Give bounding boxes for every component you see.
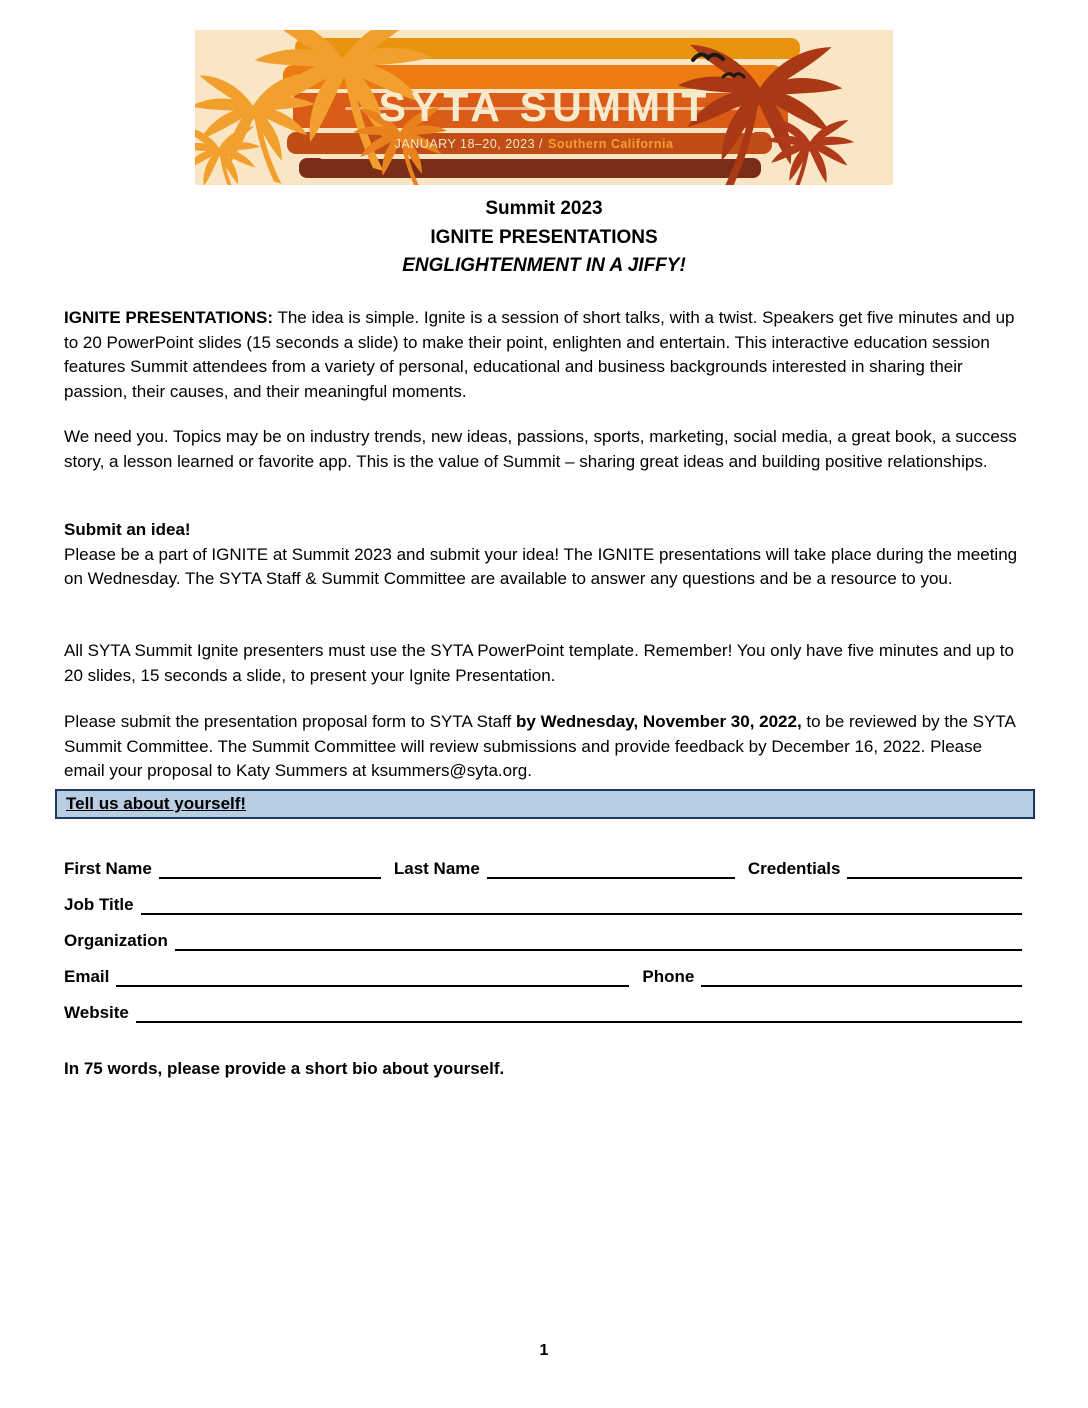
paragraph-proposal xyxy=(64,710,1022,784)
intro-body: The idea is simple. Ignite is a session of short talks, with a twist. Speakers get five minutes and up to 20 PowerPoint slides (15 seconds a slide) to make their point, enlighten and entertain. This interactive education session features Summit attendees from a variety of personal, educational and business backgrounds interested in sharing their passion, their causes, and their meaningful moments. xyxy=(64,308,1015,401)
document-headings xyxy=(0,195,1088,281)
heading-ignite: IGNITE PRESENTATIONS xyxy=(430,226,658,248)
organization-label: Organization xyxy=(64,931,168,950)
website-label: Website xyxy=(64,1003,129,1022)
banner-location: Southern California xyxy=(548,137,674,151)
banner-title: SYTA SUMMIT xyxy=(378,84,712,130)
credentials-field[interactable] xyxy=(847,855,1022,879)
email-label: Email xyxy=(64,967,110,986)
banner-date: JANUARY 18–20, 2023 / xyxy=(394,137,543,151)
paragraph-we-need-you: We need you. Topics may be on industry trends, new ideas, passions, sports, marketing, social media, a great book, a success story, a lesson learned or favorite app. This is the value of Summit – sharing great ideas and building positive relationships. xyxy=(64,427,1017,471)
page-number: 1 xyxy=(539,1342,549,1359)
form-row-email-phone xyxy=(64,962,1022,987)
heading-summit: Summit 2023 xyxy=(485,198,603,219)
banner-artwork xyxy=(195,30,893,185)
section-title: Tell us about yourself! xyxy=(66,794,247,813)
form-row-job-title xyxy=(64,890,1022,915)
paragraph-template-note: All SYTA Summit Ignite presenters must use the SYTA PowerPoint template. Remember! You only have five minutes and up to 20 slides, 15 seconds a slide, to present your Ignite Presentation. xyxy=(64,641,1014,685)
website-field[interactable] xyxy=(136,999,1022,1023)
event-banner xyxy=(195,30,893,185)
section-header-tell-us-about-yourself xyxy=(55,789,1035,819)
organization-field[interactable] xyxy=(175,927,1022,951)
bio-prompt: In 75 words, please provide a short bio about yourself. xyxy=(64,1059,505,1078)
first-name-label: First Name xyxy=(64,859,152,878)
credentials-label: Credentials xyxy=(747,859,841,878)
last-name-field[interactable] xyxy=(487,855,735,879)
email-field[interactable] xyxy=(116,963,629,987)
submit-idea-body: Please be a part of IGNITE at Summit 2023 and submit your idea! The IGNITE presentations will take place during the meeting on Wednesday. The SYTA Staff & Summit Committee are available to answer any questions and be a resource to you. xyxy=(64,544,1018,588)
intro-label: IGNITE PRESENTATIONS: xyxy=(64,308,274,327)
last-name-label: Last Name xyxy=(393,859,480,878)
form-row-organization xyxy=(64,926,1022,951)
proposal-deadline: by Wednesday, November 30, 2022, xyxy=(516,712,802,731)
form-row-name xyxy=(64,854,1022,879)
phone-field[interactable] xyxy=(701,963,1022,987)
form-row-website xyxy=(64,998,1022,1023)
phone-label: Phone xyxy=(642,967,695,986)
proposal-before: Please submit the presentation proposal form to SYTA Staff xyxy=(64,712,517,731)
paragraph-intro xyxy=(64,306,1022,404)
job-title-label: Job Title xyxy=(64,895,134,914)
proposal-after: to be reviewed by the SYTA Summit Committee. The Summit Committee will review submissions and provide feedback by December 16, 2022. Please email your proposal to Katy Summers at ksummers@syta.org. xyxy=(64,712,1015,780)
first-name-field[interactable] xyxy=(159,855,381,879)
heading-tagline: ENGLIGHTENMENT IN A JIFFY! xyxy=(402,255,686,276)
paragraph-submit-idea xyxy=(64,518,1022,592)
job-title-field[interactable] xyxy=(141,891,1022,915)
submit-idea-heading: Submit an idea! xyxy=(64,520,191,539)
